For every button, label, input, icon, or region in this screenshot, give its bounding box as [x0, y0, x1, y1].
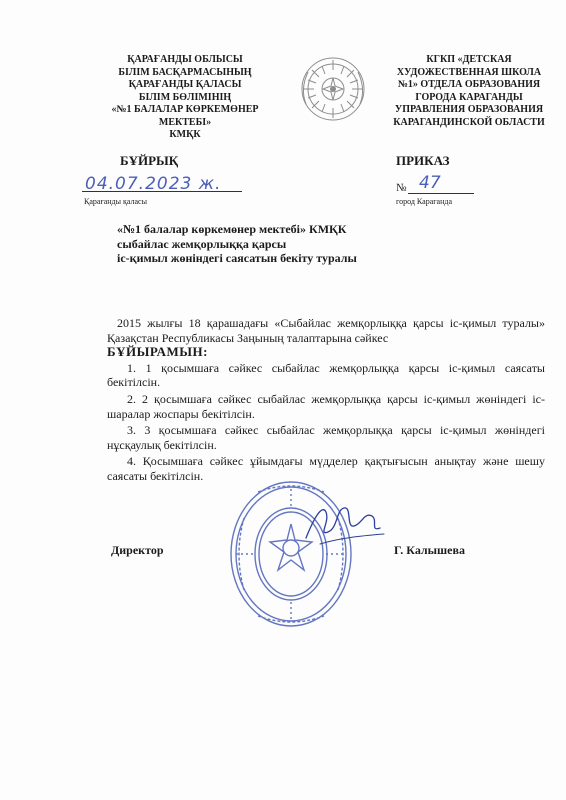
state-emblem-icon: [298, 56, 368, 122]
header-kz-line: ҚАРАҒАНДЫ ҚАЛАСЫ: [128, 79, 242, 90]
city-ru: город Караганда: [396, 197, 452, 206]
subject-line: іс-қимыл жөніндегі саясатын бекіту туралы: [117, 251, 357, 265]
order-word: БҰЙЫРАМЫН:: [107, 344, 209, 360]
header-ru-line: №1» ОТДЕЛА ОБРАЗОВАНИЯ: [397, 79, 541, 90]
order-item: 4. Қосымшаға сәйкес ұйымдағы мүдделер қақтығысын анықтау және шешу саясаты бекітілсін.: [107, 454, 545, 483]
header-kz-line: «№1 БАЛАЛАР КӨРКЕМӨНЕР: [111, 104, 259, 115]
order-item: 1. 1 қосымшаға сәйкес сыбайлас жемқорлыққа қарсы іс-қимыл саясаты бекітілсін.: [107, 360, 545, 390]
doc-title-kz: БҰЙРЫҚ: [120, 153, 179, 168]
header-ru-line: УПРАВЛЕНИЯ ОБРАЗОВАНИЯ: [394, 104, 544, 115]
header-kz-line: ҚАРАҒАНДЫ ОБЛЫСЫ: [127, 54, 243, 65]
number-underline: [408, 193, 474, 194]
header-kz-line: БІЛІМ БӨЛІМІНІҢ: [138, 91, 232, 103]
header-ru-line: ГОРОДА КАРАГАНДЫ: [415, 91, 523, 103]
city-kz: Қарағанды қаласы: [84, 197, 147, 206]
header-ru: [378, 54, 560, 129]
header-kz: [85, 54, 285, 142]
handwritten-number: 47: [419, 173, 441, 193]
handwritten-date: 04.07.2023 ж.: [85, 174, 222, 194]
header-kz-line: КМҚК: [169, 129, 201, 140]
header-kz-line: БІЛІМ БАСҚАРМАСЫНЫҢ: [118, 66, 252, 78]
subject-line: «№1 балалар көркемөнер мектебі» КМҚК: [117, 222, 347, 236]
header-ru-line: ХУДОЖЕСТВЕННАЯ ШКОЛА: [396, 66, 542, 78]
doc-title-ru: ПРИКАЗ: [396, 153, 450, 168]
subject-line: сыбайлас жемқорлыққа қарсы: [117, 236, 287, 251]
signer-name: Г. Калышева: [394, 543, 465, 557]
header-ru-line: КАРАГАНДИНСКОЙ ОБЛАСТИ: [393, 116, 545, 128]
order-item: 2. 2 қосымшаға сәйкес сыбайлас жемқорлыққа қарсы іс-қимыл жөніндегі іс-шаралар жоспары бекітілсін.: [107, 391, 545, 421]
order-body: [107, 316, 545, 486]
header-ru-line: КГКП «ДЕТСКАЯ: [426, 54, 512, 65]
order-item: 3. 3 қосымшаға сәйкес сыбайлас жемқорлыққа қарсы іс-қимыл жөніндегі нұсқаулық бекітілсін.: [107, 423, 545, 452]
order-subject: [117, 222, 357, 266]
signature-icon: [300, 498, 386, 550]
signer-title: Директор: [111, 543, 164, 557]
number-label: №: [396, 182, 407, 194]
intro-paragraph: 2015 жылғы 18 қарашадағы «Сыбайлас жемқорлыққа қарсы іс-қимыл туралы» Қазақстан Республикасы Заңының талаптарына сәйкес: [107, 316, 545, 345]
header-kz-line: МЕКТЕБІ»: [158, 116, 212, 128]
order-items: [107, 361, 545, 484]
